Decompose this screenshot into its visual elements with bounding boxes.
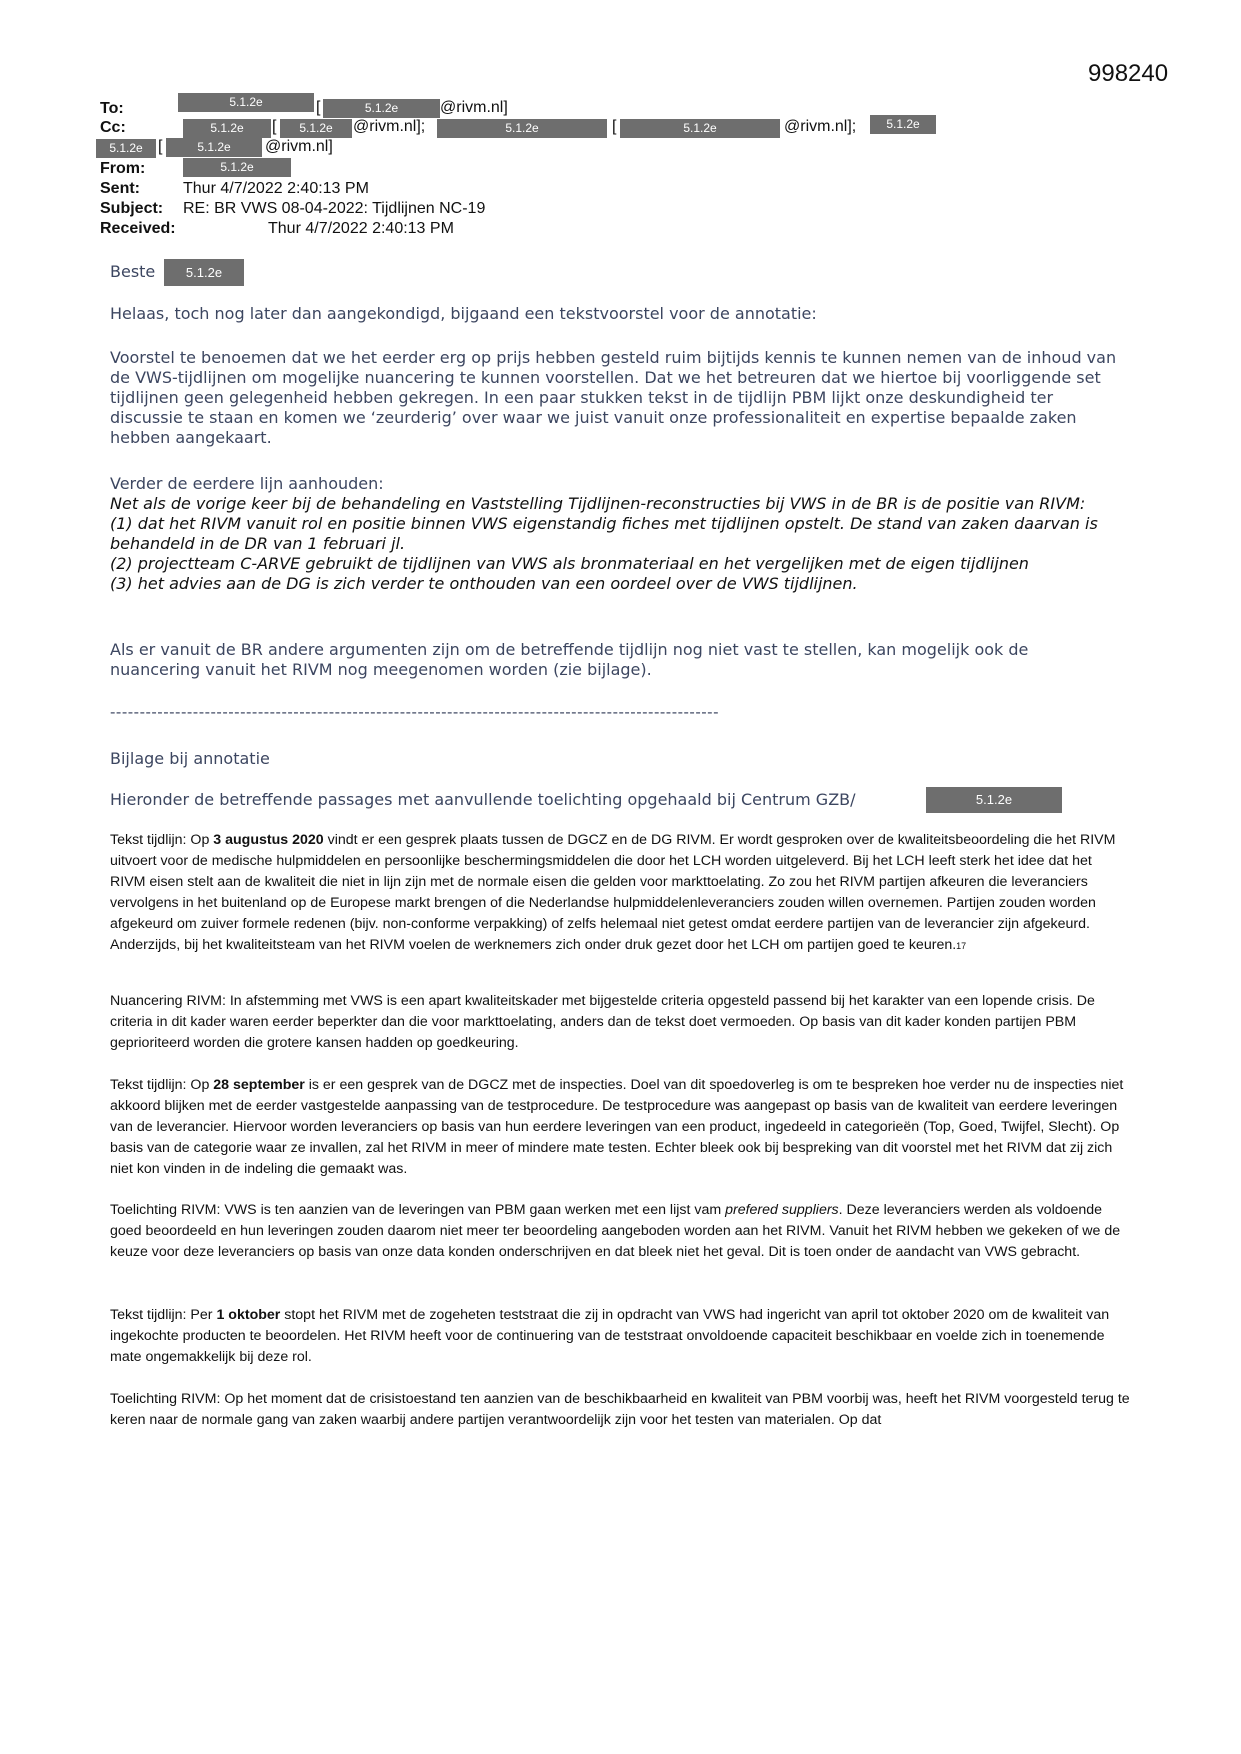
- redaction-box: 5.1.2e: [870, 115, 936, 134]
- line-section: [110, 474, 1120, 594]
- passage-text: Tekst tijdlijn: Per: [110, 1307, 217, 1323]
- attachment-intro-text: Hieronder de betreffende passages met aanvullende toelichting opgehaald bij Centrum GZB/: [110, 790, 856, 809]
- cc-label: Cc:: [100, 119, 126, 136]
- redaction-box: 5.1.2e: [164, 259, 244, 286]
- cc-address-suffix: @rivm.nl]: [265, 138, 333, 155]
- attachment-title-text: Bijlage bij annotatie: [110, 749, 270, 768]
- received-label: Received:: [100, 220, 176, 237]
- passage-2: [110, 991, 1130, 1054]
- redaction-box: 5.1.2e: [280, 119, 352, 138]
- passage-text: Tekst tijdlijn: Op: [110, 832, 214, 848]
- passage-text: is er een gesprek van de DGCZ met de inspecties. Doel van dit spoedoverleg is om te bespreken hoe verder nu de inspecties niet akkoord blijken met de eerder vastgestelde aanpassing van de testprocedure. De testprocedure was aangepast op basis van de kwaliteit van eerdere leveringen van de leverancier. Hiervoor worden leveranciers op basis van hun eerdere leveringen van een product, ingedeeld in categorieën (Top, Goed, Twijfel, Slecht). Op basis van de categorie waar ze invallen, zal het RIVM in meer of mindere mate testen. Echter bleek ook bij bespreking van dit voorstel met het RIVM dat zij zich niet kon vinden in de indeling die gemaakt was.: [110, 1077, 1124, 1177]
- bracket: [: [158, 138, 163, 155]
- footnote-marker: 17: [956, 941, 967, 951]
- proposal-paragraph: [110, 348, 1120, 448]
- redaction-box: 5.1.2e: [323, 99, 440, 118]
- bracket: [: [316, 99, 321, 116]
- closing-paragraph: [110, 640, 1120, 680]
- from-label: From:: [100, 160, 146, 177]
- greeting: Beste: [110, 262, 156, 281]
- redaction-box: 5.1.2e: [926, 787, 1062, 813]
- to-address-suffix: @rivm.nl]: [440, 99, 508, 116]
- position-point-1: (1) dat het RIVM vanuit rol en positie binnen VWS eigenstandig fiches met tijdlijnen opstelt. De stand van zaken daarvan is behandeld in de DR van 1 februari jl.: [110, 514, 1098, 553]
- attachment-title: [110, 749, 1120, 769]
- passage-6: [110, 1389, 1130, 1431]
- sent-label: Sent:: [100, 180, 140, 197]
- redaction-box: 5.1.2e: [437, 119, 607, 138]
- redaction-box: 5.1.2e: [183, 119, 271, 138]
- greeting-line: [110, 262, 1120, 282]
- cc-address-suffix: @rivm.nl];: [784, 118, 857, 135]
- document-number: 998240: [1088, 60, 1169, 87]
- subject-label: Subject:: [100, 200, 164, 217]
- redaction-box: 5.1.2e: [166, 138, 262, 157]
- passage-3: [110, 1075, 1130, 1180]
- passage-date: 28 september: [213, 1077, 305, 1093]
- passage-text: vindt er een gesprek plaats tussen de DGCZ en de DG RIVM. Er wordt gesproken over de kwaliteitsbeoordeling die het RIVM uitvoert voor de medische hulpmiddelen en persoonlijke beschermingsmiddelen die door het LCH worden uitgeleverd. Bij het LCH leeft sterk het idee dat het RIVM eisen stelt aan de kwaliteit die niet in lijn zijn met de normale eisen die gelden voor markttoelating. Zo zou het RIVM partijen afkeuren die leveranciers vervolgens in het buitenland op de Europese markt brengen of die Nederlandse hulpmiddelenleveranciers zouden willen overnemen. Partijen zouden worden afgekeurd om zuiver formele redenen (bijv. non-conforme verpakking) of zelfs helemaal niet getest omdat eerdere partijen van de leverancier zijn afgekeurd. Anderzijds, bij het kwaliteitsteam van het RIVM voelen de werknemers zich onder druk gezet door het LCH om partijen goed te keuren.: [110, 832, 1116, 953]
- passage-date: 3 augustus 2020: [213, 832, 324, 848]
- subject-value: RE: BR VWS 08-04-2022: Tijdlijnen NC-19: [183, 200, 486, 217]
- passage-text: Toelichting RIVM: Op het moment dat de crisistoestand ten aanzien van de beschikbaarheid en kwaliteit van PBM voorbij was, heeft het RIVM voorgesteld terug te keren naar de normale gang van zaken waarbij andere partijen verantwoordelijk zijn voor het testen van materialen. Op dat: [110, 1391, 1130, 1428]
- redaction-box: 5.1.2e: [620, 119, 780, 138]
- received-value: Thur 4/7/2022 2:40:13 PM: [268, 220, 454, 237]
- passage-text: . Deze leveranciers werden als voldoende goed beoordeeld en hun leveringen zouden daarom niet meer ter beoordeling aangeboden worden aan het RIVM. Vanuit het RIVM hebben we gekeken of we de keuze voor deze leveranciers op basis van onze data konden onderschrijven en dat bleek niet het geval. Dit is toen onder de aandacht van VWS gebracht.: [110, 1202, 1121, 1260]
- cc-address-suffix: @rivm.nl];: [353, 118, 426, 135]
- intro-text: Helaas, toch nog later dan aangekondigd, bijgaand een tekstvoorstel voor de annotatie:: [110, 304, 817, 323]
- passage-text: stopt het RIVM met de zogeheten teststraat die zij in opdracht van VWS had ingericht van april tot oktober 2020 om de kwaliteit van ingekochte producten te beoordelen. Het RIVM heeft voor de continuering van de teststraat onvoldoende capaciteit beschikbaar en voelde zich in toenemende mate ongemakkelijk bij deze rol.: [110, 1307, 1110, 1365]
- passage-emphasis: prefered suppliers: [725, 1202, 839, 1218]
- to-label: To:: [100, 100, 124, 117]
- proposal-text: Voorstel te benoemen dat we het eerder erg op prijs hebben gesteld ruim bijtijds kennis te kunnen nemen van de inhoud van de VWS-tijdlijnen om mogelijke nuancering te kunnen voorstellen. Dat we het betreuren dat we hiertoe bij voorliggende set tijdlijnen geen gelegenheid hebben gekregen. In een paar stukken tekst in de tijdlijn PBM lijkt onze deskundigheid ter discussie te staan en komen we ‘zeurderig’ over waar we juist vanuit onze professionaliteit en expertise bepaalde zaken hebben aangekaart.: [110, 348, 1117, 447]
- bracket: [: [612, 118, 617, 135]
- passage-4: [110, 1200, 1130, 1263]
- passage-5: [110, 1305, 1130, 1368]
- separator-line: -------------------------------------------------------------------------------------------------------: [110, 703, 719, 721]
- position-point-2: (2) projectteam C-ARVE gebruikt de tijdlijnen van VWS als bronmateriaal en het vergelijken met de eigen tijdlijnen: [110, 554, 1029, 573]
- line-intro: Verder de eerdere lijn aanhouden:: [110, 474, 384, 493]
- position-point-3: (3) het advies aan de DG is zich verder te onthouden van een oordeel over de VWS tijdlijnen.: [110, 574, 858, 593]
- passage-text: Toelichting RIVM: VWS is ten aanzien van de leveringen van PBM gaan werken met een lijst vam: [110, 1202, 726, 1218]
- intro-paragraph: [110, 304, 1120, 324]
- bracket: [: [272, 118, 277, 135]
- closing-text: Als er vanuit de BR andere argumenten zijn om de betreffende tijdlijn nog niet vast te stellen, kan mogelijk ook de nuancering vanuit het RIVM nog meegenomen worden (zie bijlage).: [110, 640, 1029, 679]
- passage-text: Tekst tijdlijn: Op: [110, 1077, 214, 1093]
- passage-1: [110, 830, 1130, 957]
- redaction-box: 5.1.2e: [183, 158, 291, 177]
- sent-value: Thur 4/7/2022 2:40:13 PM: [183, 180, 369, 197]
- position-text: Net als de vorige keer bij de behandeling en Vaststelling Tijdlijnen-reconstructies bij VWS in de BR is de positie van RIVM:: [110, 494, 1086, 513]
- passage-date: 1 oktober: [216, 1307, 281, 1323]
- redaction-box: 5.1.2e: [178, 93, 314, 112]
- passage-text: Nuancering RIVM: In afstemming met VWS is een apart kwaliteitskader met bijgestelde criteria opgesteld passend bij het karakter van een lopende crisis. De criteria in dit kader waren eerder beperkter dan die voor markttoelating, anders dan de tekst doet vermoeden. Op basis van dit kader konden partijen PBM geprioriteerd worden die grotere kansen hadden op goedkeuring.: [110, 993, 1095, 1051]
- redaction-box: 5.1.2e: [96, 139, 156, 158]
